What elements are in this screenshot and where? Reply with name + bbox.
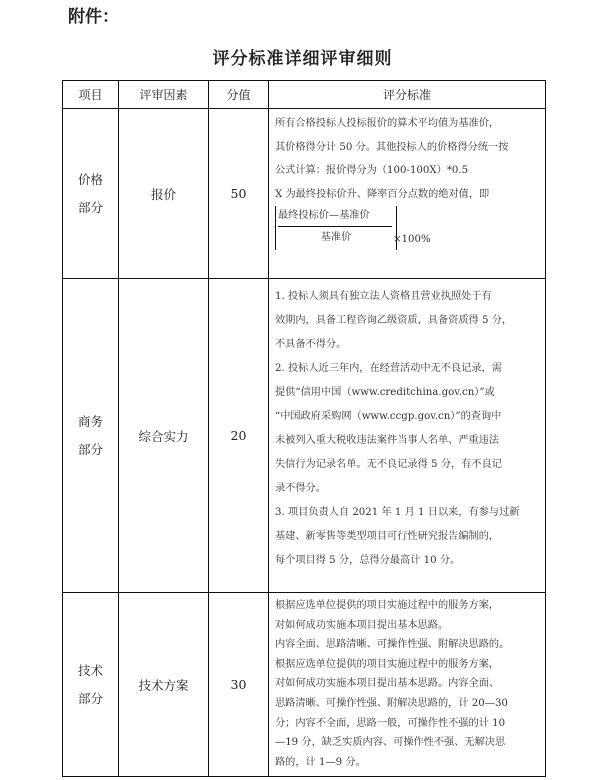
criteria-line: 根据应选单位提供的项目实施过程中的服务方案， <box>275 658 500 670</box>
row-score: 50 <box>209 109 269 279</box>
criteria-line: 不具备不得分。 <box>275 339 347 350</box>
criteria-line: 基建、新零售等类型项目可行性研究报告编制的， <box>275 531 500 542</box>
row-factor: 报价 <box>119 109 209 279</box>
criteria-line: 录不得分。 <box>275 483 326 494</box>
price-formula <box>275 206 539 250</box>
row-score: 30 <box>209 593 269 777</box>
criteria-line: 思路清晰、可操作性强、附解决思路的，计 20—30 <box>275 697 508 709</box>
row-item: 商务部分 <box>63 279 119 593</box>
criteria-line: 每个项目得 5 分，总得分最高计 10 分。 <box>275 555 461 566</box>
criteria-line: 未被列入重大税收违法案件当事人名单、严重违法 <box>275 435 500 446</box>
criteria-line: 公式计算：报价得分为（100-100X）*0.5 <box>275 165 469 176</box>
criteria-line: 2. 投标人近三年内，在经营活动中无不良记录，需 <box>275 363 502 374</box>
criteria-line: 对如何成功实施本项目提出基本思路。内容全面、 <box>275 678 500 690</box>
row-criteria <box>269 109 546 279</box>
scoring-table <box>62 80 546 777</box>
criteria-line: 对如何成功实施本项目提出基本思路。 <box>275 619 449 631</box>
row-item: 技术部分 <box>63 593 119 777</box>
formula-multiplier: ×100% <box>393 234 431 245</box>
row-criteria <box>269 593 546 777</box>
page-title: 评分标准详细评审细则 <box>212 49 393 69</box>
header-score: 分值 <box>209 81 269 109</box>
row-factor: 综合实力 <box>119 279 209 593</box>
criteria-line: 内容全面、思路清晰、可操作性强、附解决思路的。 <box>275 639 510 651</box>
row-criteria <box>269 279 546 593</box>
row-item: 价格部分 <box>63 109 119 279</box>
criteria-line: 其价格得分计 50 分。其他投标人的价格得分统一按 <box>275 141 509 153</box>
criteria-line: 分；内容不全面，思路一般，可操作性不强的计 10 <box>275 717 506 729</box>
header-item: 项目 <box>63 81 119 109</box>
attachment-label: 附件： <box>68 7 119 27</box>
criteria-line: 根据应选单位提供的项目实施过程中的服务方案， <box>275 600 500 611</box>
row-score: 20 <box>209 279 269 593</box>
criteria-line: 效期内，具备工程咨询乙级资质，具备资质得 5 分， <box>275 315 513 326</box>
row-factor: 技术方案 <box>119 593 209 777</box>
header-criteria: 评分标准 <box>269 81 546 109</box>
formula-denominator: 基准价 <box>320 232 352 243</box>
criteria-line: 失信行为记录名单。无不良记录得 5 分，有不良记 <box>275 459 502 470</box>
table-row <box>63 593 546 777</box>
criteria-line: 所有合格投标人投标报价的算术平均值为基准价， <box>275 118 500 129</box>
criteria-line: X 为最终投标价升、降率百分点数的绝对值，即 <box>275 188 490 200</box>
table-row <box>63 279 546 593</box>
criteria-line: —19 分，缺乏实质内容、可操作性不强、无解决思 <box>275 737 506 749</box>
criteria-line: 路的，计 1—9 分。 <box>275 756 366 768</box>
criteria-line: 3. 项目负责人自 2021 年 1 月 1 日以来，有参与过新 <box>275 507 520 518</box>
criteria-line: 提供“信用中国（www.creditchina.gov.cn）”或 <box>275 387 495 398</box>
formula-numerator: 最终投标价—基准价 <box>278 206 392 227</box>
header-factor: 评审因素 <box>119 81 209 109</box>
criteria-line: “中国政府采购网（www.ccgp.gov.cn）”的查询中 <box>275 411 502 422</box>
criteria-line: 1. 投标人须具有独立法人资格且营业执照处于有 <box>275 291 492 302</box>
table-header-row <box>63 81 546 109</box>
table-row <box>63 109 546 279</box>
